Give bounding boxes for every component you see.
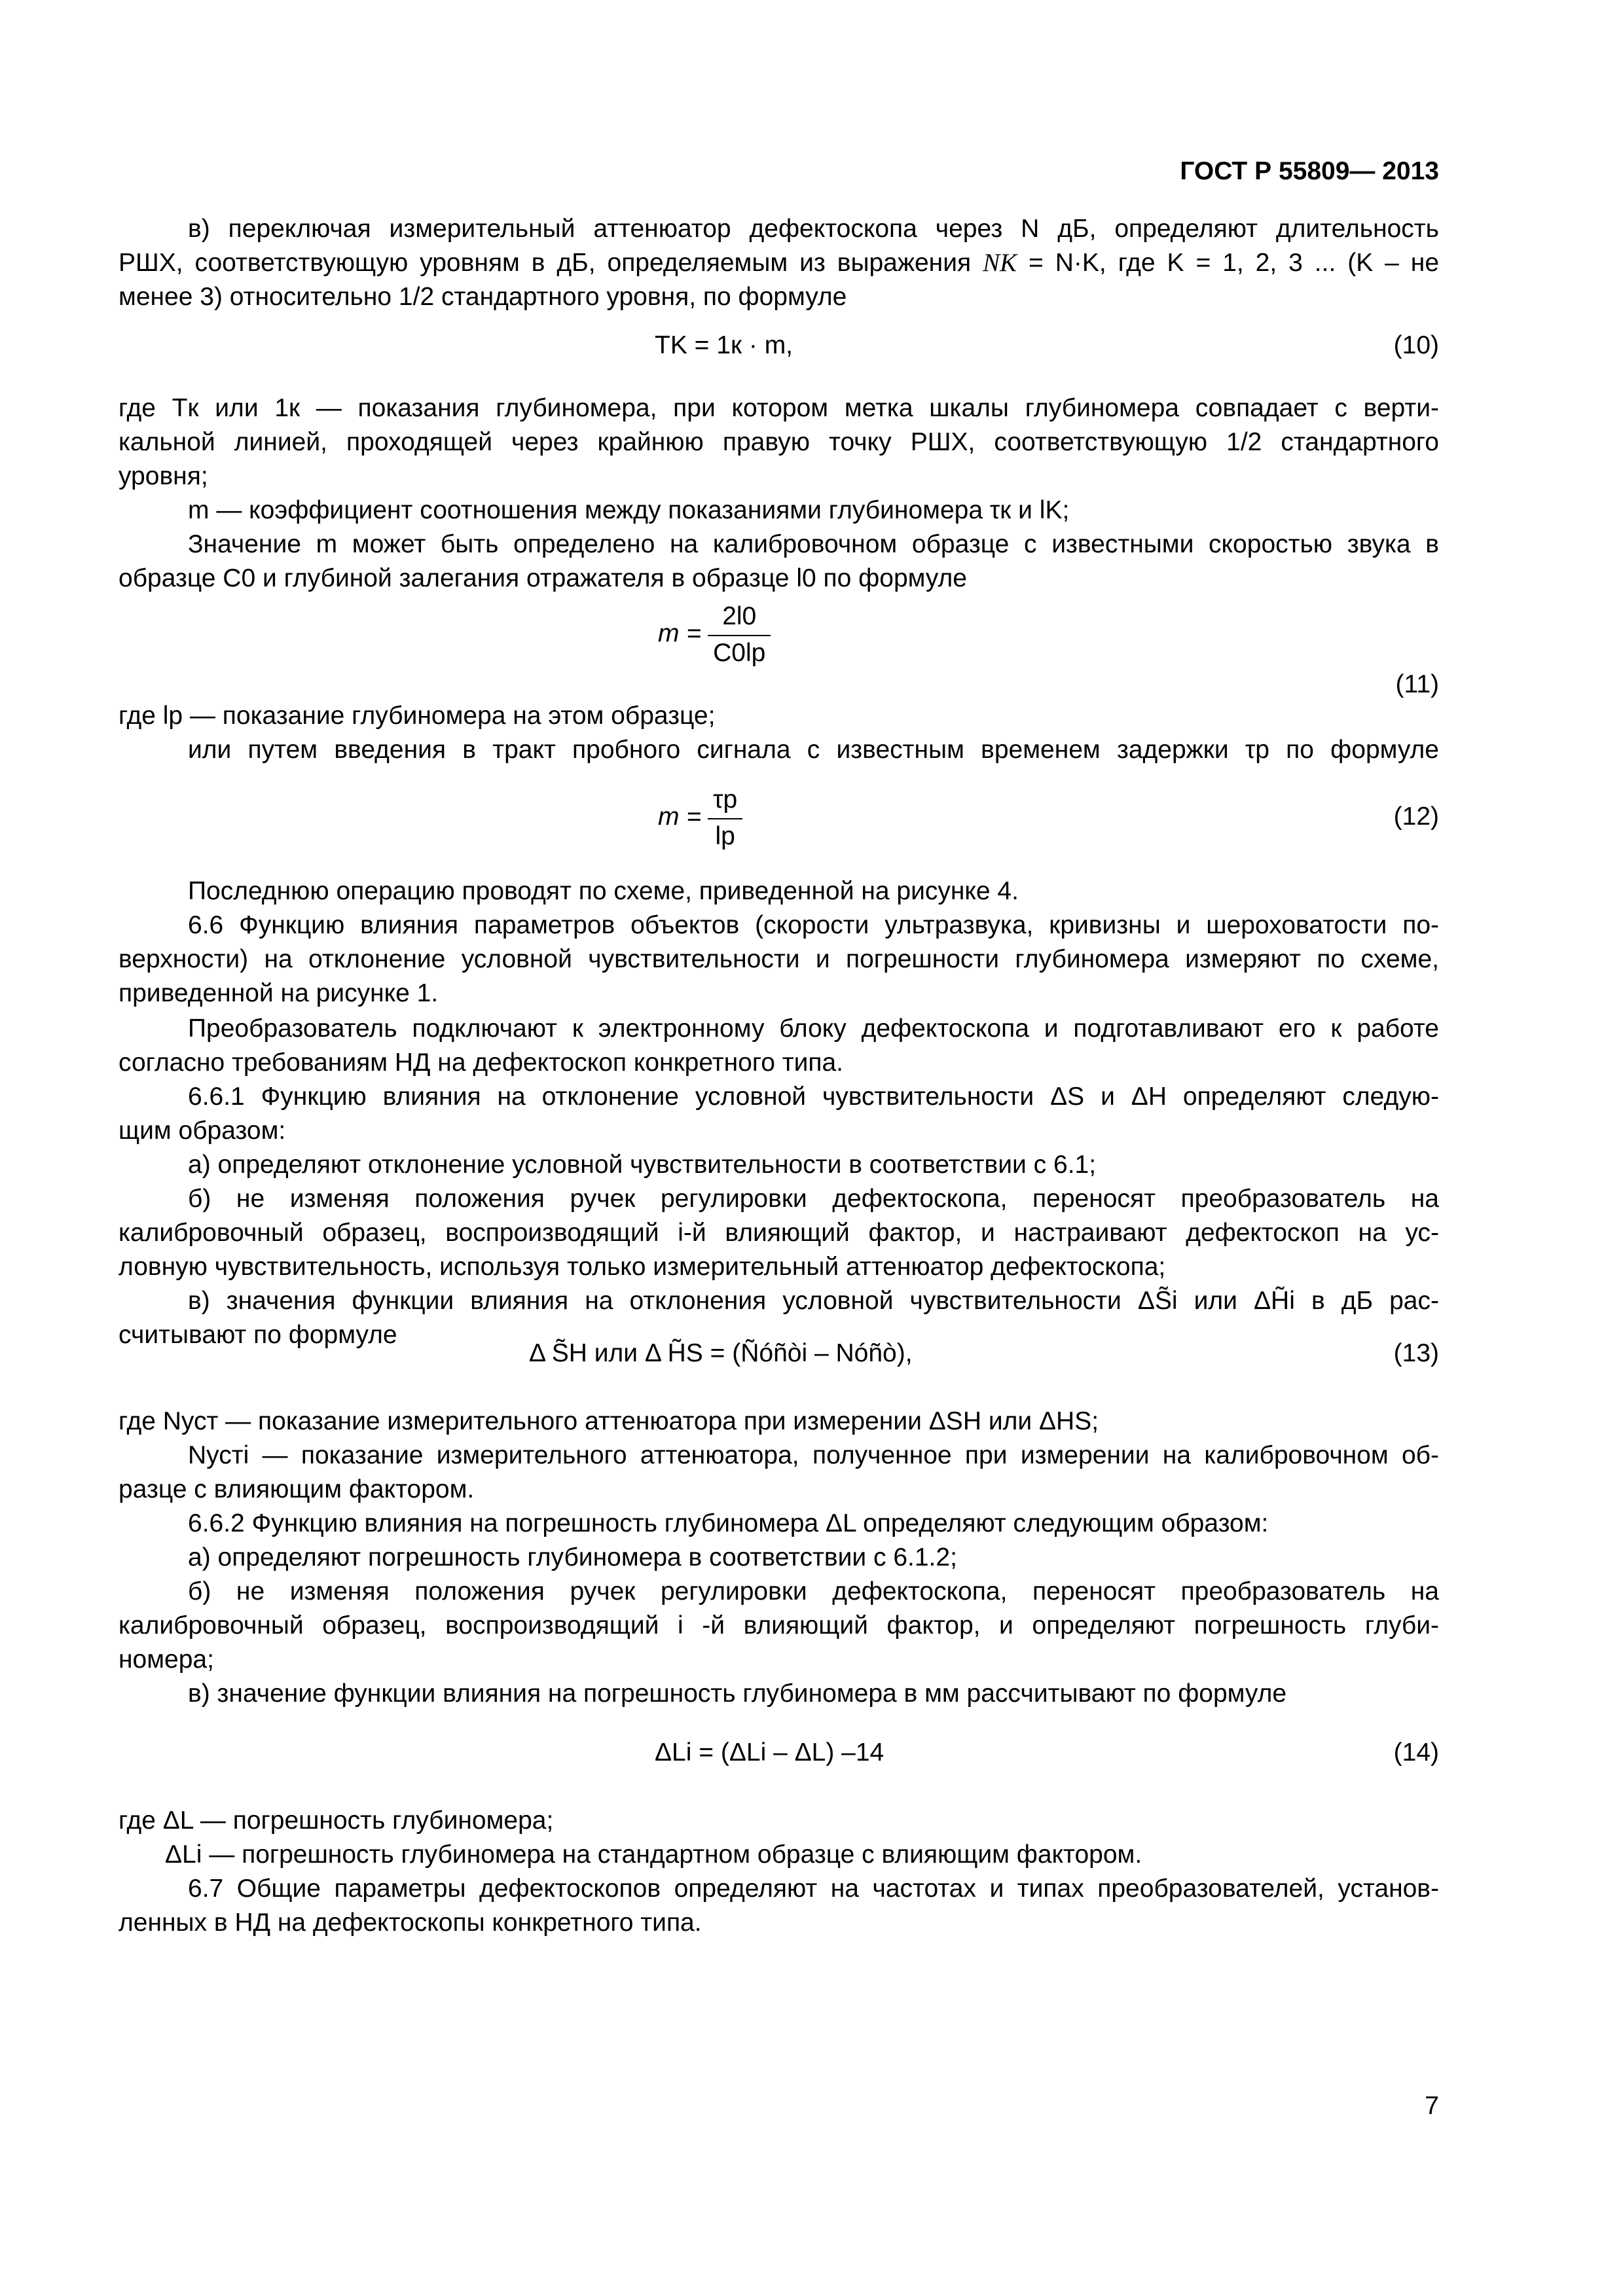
formula-12: m = $\frac{\tau p}{lp}$ bbox=[658, 785, 742, 851]
text-line: менее 3) относительно 1/2 стандартного уровня, по формуле bbox=[119, 283, 847, 311]
equation-number-12: (12) bbox=[1393, 802, 1439, 831]
text-line: 6.6.2 Функцию влияния на погрешность глубиномера ΔL определяют следующим образом: bbox=[188, 1509, 1269, 1537]
text-line: ΔLi — погрешность глубиномера на стандартном образце с влияющим фактором. bbox=[165, 1840, 1142, 1869]
text-line: считывают по формуле bbox=[119, 1321, 397, 1349]
document-code-header: ГОСТ Р 55809— 2013 bbox=[1180, 157, 1439, 185]
text-line: калибровочный образец, воспроизводящий i-й влияющий фактор, и настраивают дефектоскоп на ус- bbox=[119, 1219, 1439, 1247]
text-line: б) не изменяя положения ручек регулировки дефектоскопа, переносят преобразователь на bbox=[188, 1185, 1439, 1213]
text-line: Преобразователь подключают к электронному блоку дефектоскопа и подготавливают его к работе bbox=[188, 1014, 1439, 1043]
text-line: образце C0 и глубиной залегания отражателя в образце l0 по формуле bbox=[119, 564, 967, 592]
equation-number-14: (14) bbox=[1393, 1738, 1439, 1767]
text-line: Значение m может быть определено на калибровочном образце с известными скоростью звука в bbox=[188, 530, 1439, 558]
text-line: 6.6 Функцию влияния параметров объектов (скорости ультразвука, кривизны и шероховатости по- bbox=[188, 911, 1439, 939]
text-line: калибровочный образец, воспроизводящий i -й влияющий фактор, и определяют погрешность глуби- bbox=[119, 1611, 1439, 1640]
page-number: 7 bbox=[1425, 2092, 1439, 2120]
text-line: уровня; bbox=[119, 462, 208, 490]
text-line: согласно требованиям НД на дефектоскоп конкретного типа. bbox=[119, 1049, 844, 1077]
text-line: где lp — показание глубиномера на этом образце; bbox=[119, 702, 716, 730]
text-line: или путем введения в тракт пробного сигнала с известным временем задержки τр по формуле bbox=[188, 736, 1439, 764]
text-line: номера; bbox=[119, 1645, 214, 1674]
text-line: ленных в НД на дефектоскопы конкретного типа. bbox=[119, 1909, 702, 1937]
formula-11-numerator: 2l0 bbox=[708, 602, 771, 636]
text-line: а) определяют отклонение условной чувствительности в соответствии с 6.1; bbox=[188, 1151, 1097, 1179]
text-line: где Nуст — показание измерительного аттенюатора при измерении ΔSH или ΔHS; bbox=[119, 1407, 1099, 1435]
formula-13: Δ S̃H или Δ H̃S = (Ñóñòi – Nóñò), bbox=[529, 1339, 913, 1367]
equation-number-11: (11) bbox=[1395, 670, 1439, 698]
text-line: приведенной на рисунке 1. bbox=[119, 979, 439, 1007]
formula-11-denominator: C0lp bbox=[713, 639, 766, 667]
text-line: 6.7 Общие параметры дефектоскопов определяют на частотах и типах преобразователей, установ- bbox=[188, 1874, 1439, 1903]
formula-12-numerator: τp bbox=[708, 785, 742, 819]
text-line: m — коэффициент соотношения между показаниями глубиномера τк и lK; bbox=[188, 496, 1070, 524]
text-line: б) не изменяя положения ручек регулировки дефектоскопа, переносят преобразователь на bbox=[188, 1577, 1439, 1605]
text-line: РШХ, соответствующую уровням в дБ, определяемым из выражения NK = N·K, где K = 1, 2, 3 ... (K – не bbox=[119, 249, 1440, 277]
text-line: где ΔL — погрешность глубиномера; bbox=[119, 1806, 554, 1835]
text-line: в) значение функции влияния на погрешность глубиномера в мм рассчитывают по формуле bbox=[188, 1679, 1287, 1708]
text-line: а) определяют погрешность глубиномера в соответствии с 6.1.2; bbox=[188, 1543, 957, 1571]
text-line: Последнюю операцию проводят по схеме, приведенной на рисунке 4. bbox=[188, 877, 1019, 905]
equation-number-13: (13) bbox=[1393, 1339, 1439, 1367]
text-line: 6.6.1 Функцию влияния на отклонение условной чувствительности ΔS и ΔH определяют следую- bbox=[188, 1083, 1439, 1111]
text-line: кальной линией, проходящей через крайнюю правую точку РШХ, соответствующую 1/2 стандартного bbox=[119, 428, 1439, 456]
text-line: в) переключая измерительный аттенюатор дефектоскопа через N дБ, определяют длительность bbox=[188, 215, 1439, 243]
formula-10: TK = 1к · m, bbox=[655, 331, 793, 359]
text-line: ловную чувствительность, используя только измерительный аттенюатор дефектоскопа; bbox=[119, 1253, 1166, 1281]
formula-nk: NK bbox=[983, 249, 1017, 277]
text-line: щим образом: bbox=[119, 1117, 286, 1145]
text-line: Nустi — показание измерительного аттенюатора, полученное при измерении на калибровочном об- bbox=[188, 1441, 1439, 1469]
text-line: верхности) на отклонение условной чувствительности и погрешности глубиномера измеряют по схеме, bbox=[119, 945, 1439, 973]
text-line: где Tк или 1к — показания глубиномера, при котором метка шкалы глубиномера совпадает с верти- bbox=[119, 394, 1439, 422]
formula-11: m = $\frac{2l0}{C0lp}$ bbox=[658, 602, 771, 668]
formula-14: ΔLi = (ΔLi – ΔL) –14 bbox=[655, 1738, 884, 1767]
formula-12-denominator: lp bbox=[715, 822, 735, 850]
text-line: в) значения функции влияния на отклонения условной чувствительности ΔS̃i или ΔH̃i в дБ рас- bbox=[188, 1287, 1439, 1315]
equation-number-10: (10) bbox=[1393, 331, 1439, 359]
text-line: разце с влияющим фактором. bbox=[119, 1475, 475, 1503]
